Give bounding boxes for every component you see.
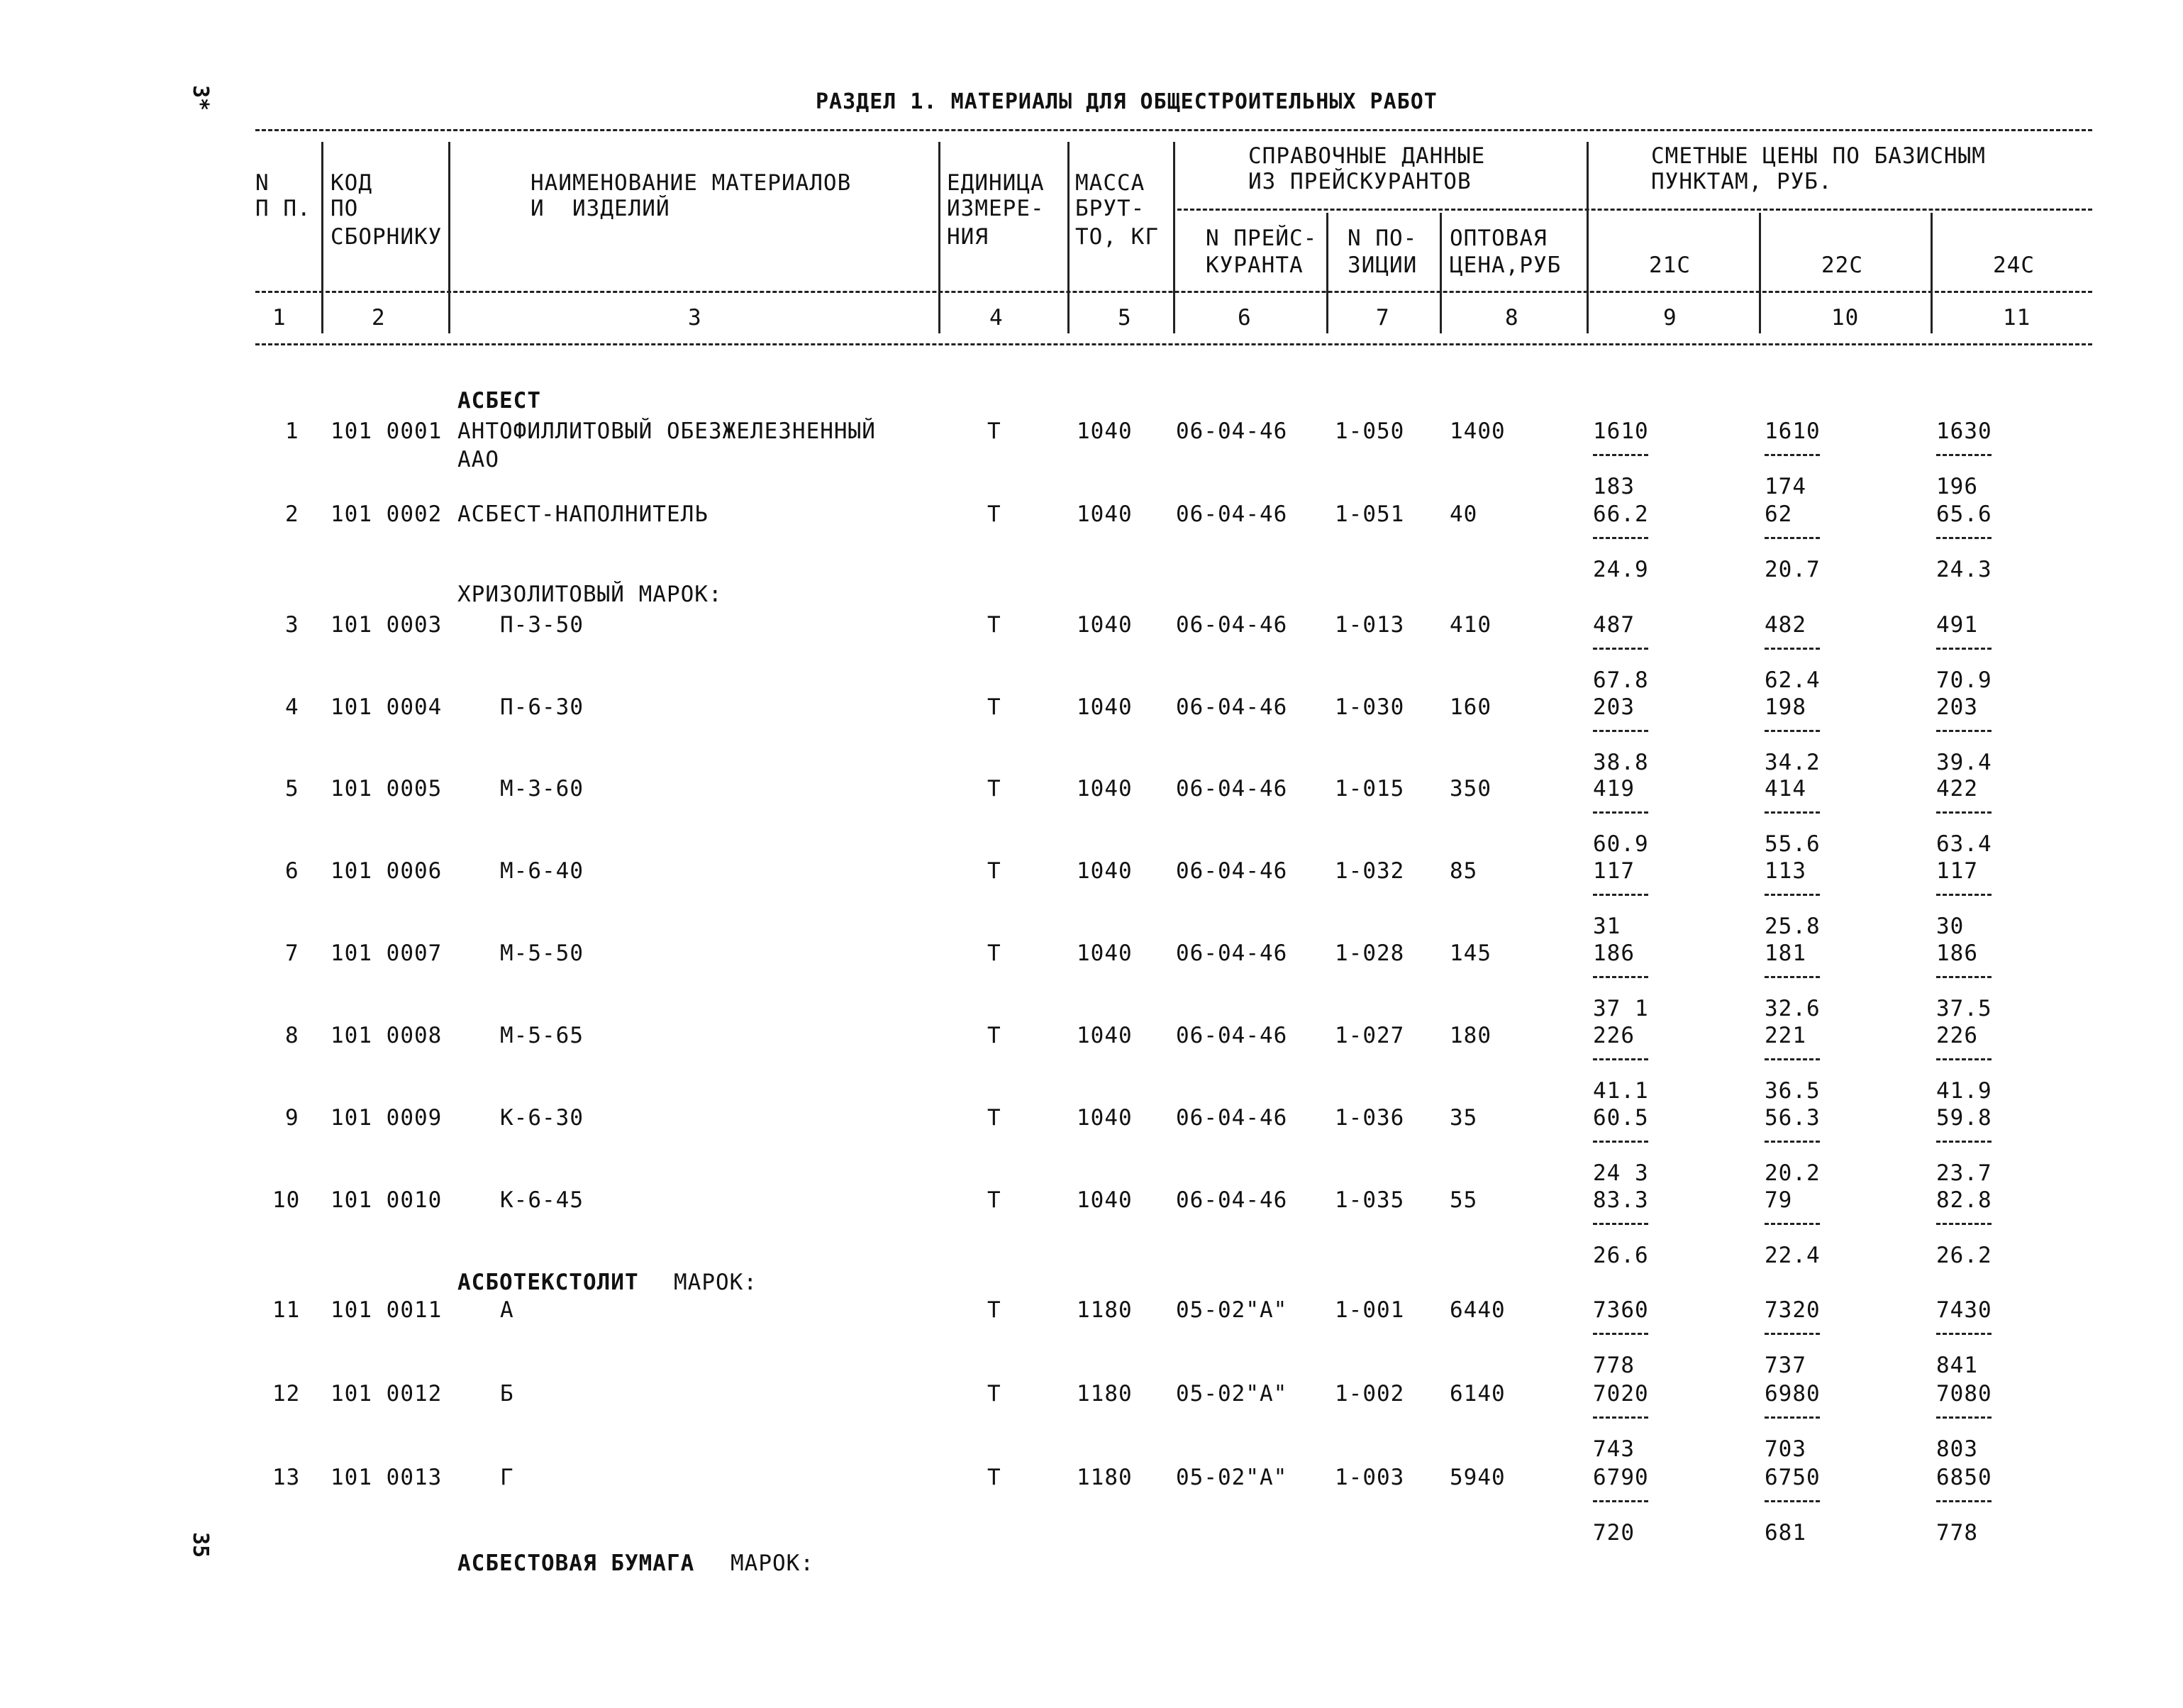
row-unit: Т [987,1105,1001,1131]
col-sep-9 [1759,213,1761,333]
row-price-22c-fraction-line [1765,537,1820,539]
row-price-24c-secondary: 41.9 [1936,1078,1992,1104]
col-sep-1 [321,142,323,333]
row-position: 1-036 [1335,1105,1405,1131]
row-number: 5 [285,776,299,802]
row-price-24c-value: 422 [1936,776,1978,802]
row-price-24c-secondary: 26.2 [1936,1243,1992,1268]
header-group-rule [1177,209,2092,211]
row-price-21c-secondary: 31 [1593,914,1621,939]
row-price-22c-fraction-line [1765,648,1820,650]
row-wholesale-price: 85 [1450,858,1478,884]
row-price-21c-value: 6790 [1593,1465,1649,1490]
row-mass: 1040 [1077,418,1133,444]
row-price-22c-value: 7320 [1765,1297,1821,1323]
row-mass: 1040 [1077,941,1133,966]
row-unit: Т [987,1297,1001,1323]
row-wholesale-price: 1400 [1450,418,1506,444]
row-price-21c-secondary: 24 3 [1593,1160,1649,1186]
row-pricelist-number: 06-04-46 [1176,941,1288,966]
row-price-24c-fraction-line [1936,1500,1992,1502]
hdr-c5-l1: МАССА [1075,170,1145,196]
group-paper-suffix: МАРОК: [731,1551,814,1576]
row-wholesale-price: 5940 [1450,1465,1506,1490]
row-wholesale-price: 6140 [1450,1381,1506,1407]
row-price-22c-fraction-line [1765,1416,1820,1419]
row-number: 13 [272,1465,301,1490]
row-name: АНТОФИЛЛИТОВЫЙ ОБЕЗЖЕЛЕЗНЕННЫЙ [457,418,876,444]
row-mass: 1180 [1077,1465,1133,1490]
row-price-24c-fraction-line [1936,1058,1992,1060]
header-top-rule [255,129,2092,131]
row-price-21c-fraction-line [1593,1058,1648,1060]
row-code: 101 0009 [330,1105,443,1131]
row-price-21c-secondary: 38.8 [1593,750,1649,775]
row-position: 1-013 [1335,612,1405,638]
row-name: М-6-40 [500,858,584,884]
row-pricelist-number: 05-02"А" [1176,1465,1288,1490]
row-code: 101 0010 [330,1187,443,1213]
row-price-21c-value: 7020 [1593,1381,1649,1407]
row-mass: 1040 [1077,1105,1133,1131]
row-price-22c-fraction-line [1765,730,1820,732]
row-position: 1-003 [1335,1465,1405,1490]
col-number-7: 7 [1376,305,1390,331]
row-price-22c-value: 6750 [1765,1465,1821,1490]
hdr-c5-l3: ТО, КГ [1075,224,1159,250]
row-price-24c-fraction-line [1936,730,1992,732]
row-price-22c-value: 62 [1765,501,1793,527]
row-code: 101 0008 [330,1023,443,1048]
row-number: 3 [285,612,299,638]
row-number: 2 [285,501,299,527]
row-position: 1-032 [1335,858,1405,884]
row-code: 101 0003 [330,612,443,638]
row-price-24c-secondary: 24.3 [1936,557,1992,582]
row-price-24c-secondary: 778 [1936,1520,1978,1546]
row-price-21c-secondary: 41.1 [1593,1078,1649,1104]
row-price-21c-secondary: 60.9 [1593,831,1649,857]
row-wholesale-price: 55 [1450,1187,1478,1213]
row-code: 101 0005 [330,776,443,802]
row-price-21c-value: 186 [1593,941,1635,966]
col-sep-6 [1326,213,1328,333]
hdr-c3-l2: И ИЗДЕЛИЙ [531,196,670,221]
row-price-22c-value: 6980 [1765,1381,1821,1407]
row-price-24c-secondary: 196 [1936,474,1978,499]
row-price-21c-value: 60.5 [1593,1105,1649,1131]
row-name: П-6-30 [500,694,584,720]
col-number-10: 10 [1831,305,1860,331]
side-mark-page-number: 35 [188,1532,213,1558]
row-price-22c-value: 414 [1765,776,1806,802]
row-price-24c-secondary: 37.5 [1936,996,1992,1021]
row-price-22c-value: 221 [1765,1023,1806,1048]
row-price-22c-fraction-line [1765,454,1820,456]
col-sep-3 [938,142,940,333]
col-number-5: 5 [1118,305,1132,331]
row-wholesale-price: 350 [1450,776,1492,802]
row-price-24c-value: 59.8 [1936,1105,1992,1131]
row-number: 10 [272,1187,301,1213]
hdr-c7-l2: ЗИЦИИ [1348,253,1418,278]
hdr-c6-l2: КУРАНТА [1206,253,1304,278]
row-number: 1 [285,418,299,444]
row-price-21c-fraction-line [1593,1500,1648,1502]
row-price-24c-value: 7430 [1936,1297,1992,1323]
row-number: 9 [285,1105,299,1131]
row-price-21c-value: 203 [1593,694,1635,720]
row-position: 1-002 [1335,1381,1405,1407]
row-price-21c-value: 1610 [1593,418,1649,444]
row-price-24c-fraction-line [1936,976,1992,978]
group-chrysotile: ХРИЗОЛИТОВЫЙ МАРОК: [457,582,723,607]
col-number-4: 4 [989,305,1004,331]
row-pricelist-number: 06-04-46 [1176,776,1288,802]
row-price-22c-secondary: 32.6 [1765,996,1821,1021]
row-position: 1-027 [1335,1023,1405,1048]
hdr-c3-l1: НАИМЕНОВАНИЕ МАТЕРИАЛОВ [531,170,852,196]
row-wholesale-price: 180 [1450,1023,1492,1048]
col-number-9: 9 [1663,305,1677,331]
row-price-22c-value: 482 [1765,612,1806,638]
row-number: 8 [285,1023,299,1048]
row-price-21c-value: 66.2 [1593,501,1649,527]
section-title: РАЗДЕЛ 1. МАТЕРИАЛЫ ДЛЯ ОБЩЕСТРОИТЕЛЬНЫХ РАБОТ [816,89,1438,114]
row-code: 101 0011 [330,1297,443,1323]
row-unit: Т [987,501,1001,527]
col-number-11: 11 [2003,305,2031,331]
row-price-21c-secondary: 183 [1593,474,1635,499]
row-code: 101 0002 [330,501,443,527]
row-price-24c-secondary: 30 [1936,914,1965,939]
row-unit: Т [987,612,1001,638]
row-wholesale-price: 160 [1450,694,1492,720]
row-price-22c-fraction-line [1765,976,1820,978]
row-position: 1-030 [1335,694,1405,720]
row-price-21c-fraction-line [1593,1141,1648,1143]
row-price-21c-secondary: 720 [1593,1520,1635,1546]
row-price-24c-secondary: 39.4 [1936,750,1992,775]
hdr-group-ref-l1: СПРАВОЧНЫЕ ДАННЫЕ [1248,143,1486,169]
row-price-22c-secondary: 737 [1765,1353,1806,1378]
row-price-22c-secondary: 36.5 [1765,1078,1821,1104]
row-price-21c-value: 117 [1593,858,1635,884]
row-price-22c-fraction-line [1765,1500,1820,1502]
row-price-21c-fraction-line [1593,1333,1648,1335]
row-price-24c-value: 82.8 [1936,1187,1992,1213]
row-price-21c-fraction-line [1593,1416,1648,1419]
hdr-c1-l1: N [255,170,270,196]
row-price-22c-fraction-line [1765,1333,1820,1335]
group-asbotextolit: АСБОТЕКСТОЛИТ [457,1270,639,1295]
col-sep-5 [1173,142,1175,333]
row-name: Г [500,1465,514,1490]
col-number-2: 2 [372,305,386,331]
row-price-22c-value: 79 [1765,1187,1793,1213]
row-price-24c-value: 491 [1936,612,1978,638]
row-pricelist-number: 06-04-46 [1176,501,1288,527]
row-position: 1-015 [1335,776,1405,802]
row-price-22c-fraction-line [1765,1223,1820,1225]
row-mass: 1040 [1077,776,1133,802]
row-number: 11 [272,1297,301,1323]
row-mass: 1040 [1077,1187,1133,1213]
row-code: 101 0012 [330,1381,443,1407]
row-price-21c-value: 487 [1593,612,1635,638]
row-mass: 1180 [1077,1381,1133,1407]
row-position: 1-001 [1335,1297,1405,1323]
row-price-22c-secondary: 34.2 [1765,750,1821,775]
col-sep-8 [1587,142,1589,333]
row-price-22c-secondary: 681 [1765,1520,1806,1546]
row-pricelist-number: 05-02"А" [1176,1381,1288,1407]
hdr-c4-l1: ЕДИНИЦА [947,170,1045,196]
row-position: 1-051 [1335,501,1405,527]
col-number-8: 8 [1505,305,1519,331]
hdr-c5-l2: БРУТ- [1075,196,1145,221]
row-price-21c-secondary: 67.8 [1593,667,1649,693]
row-unit: Т [987,1023,1001,1048]
row-price-21c-secondary: 778 [1593,1353,1635,1378]
row-wholesale-price: 145 [1450,941,1492,966]
row-price-22c-value: 181 [1765,941,1806,966]
hdr-c8-l1: ОПТОВАЯ [1450,226,1548,251]
row-price-24c-fraction-line [1936,648,1992,650]
row-price-22c-secondary: 20.2 [1765,1160,1821,1186]
row-mass: 1040 [1077,612,1133,638]
row-price-21c-fraction-line [1593,730,1648,732]
hdr-c7-l1: N ПО- [1348,226,1418,251]
row-price-22c-value: 113 [1765,858,1806,884]
hdr-c1-l2: П П. [255,196,311,221]
row-pricelist-number: 06-04-46 [1176,858,1288,884]
row-name: М-5-65 [500,1023,584,1048]
row-price-24c-fraction-line [1936,537,1992,539]
header-bottom-rule [255,343,2092,345]
row-price-22c-fraction-line [1765,811,1820,814]
hdr-c2-l2: ПО [330,196,359,221]
row-price-24c-secondary: 841 [1936,1353,1978,1378]
row-price-24c-secondary: 70.9 [1936,667,1992,693]
row-price-24c-fraction-line [1936,1416,1992,1419]
row-position: 1-035 [1335,1187,1405,1213]
row-price-21c-fraction-line [1593,648,1648,650]
hdr-group-price-l2: ПУНКТАМ, РУБ. [1651,169,1833,194]
row-pricelist-number: 05-02"А" [1176,1297,1288,1323]
row-mass: 1040 [1077,501,1133,527]
col-number-1: 1 [272,305,287,331]
row-position: 1-028 [1335,941,1405,966]
row-price-22c-value: 1610 [1765,418,1821,444]
row-price-24c-fraction-line [1936,811,1992,814]
row-price-22c-secondary: 62.4 [1765,667,1821,693]
row-number: 12 [272,1381,301,1407]
col-sep-4 [1067,142,1070,333]
row-name: ААО [457,447,499,472]
row-number: 4 [285,694,299,720]
row-name: К-6-30 [500,1105,584,1131]
row-price-21c-secondary: 26.6 [1593,1243,1649,1268]
row-pricelist-number: 06-04-46 [1176,694,1288,720]
row-price-21c-fraction-line [1593,811,1648,814]
row-unit: Т [987,694,1001,720]
row-wholesale-price: 6440 [1450,1297,1506,1323]
hdr-c2-l3: СБОРНИКУ [330,224,443,250]
row-mass: 1180 [1077,1297,1133,1323]
row-unit: Т [987,418,1001,444]
hdr-c9: 21С [1649,253,1691,278]
row-price-22c-secondary: 703 [1765,1436,1806,1462]
row-price-24c-fraction-line [1936,1223,1992,1225]
row-mass: 1040 [1077,694,1133,720]
row-price-24c-fraction-line [1936,894,1992,896]
row-price-24c-value: 186 [1936,941,1978,966]
row-price-22c-fraction-line [1765,1141,1820,1143]
row-unit: Т [987,858,1001,884]
col-sep-10 [1931,213,1933,333]
row-name: П-3-50 [500,612,584,638]
row-number: 7 [285,941,299,966]
group-asbest: АСБЕСТ [457,388,541,414]
row-price-24c-value: 117 [1936,858,1978,884]
hdr-c2-l1: КОД [330,170,372,196]
hdr-group-ref-l2: ИЗ ПРЕЙСКУРАНТОВ [1248,169,1472,194]
row-price-24c-secondary: 23.7 [1936,1160,1992,1186]
row-wholesale-price: 40 [1450,501,1478,527]
hdr-c8-l2: ЦЕНА,РУБ [1450,253,1562,278]
row-name: А [500,1297,514,1323]
row-price-24c-fraction-line [1936,1141,1992,1143]
col-sep-2 [448,142,450,333]
row-price-21c-secondary: 37 1 [1593,996,1649,1021]
col-sep-7 [1440,213,1442,333]
row-wholesale-price: 35 [1450,1105,1478,1131]
row-price-21c-fraction-line [1593,976,1648,978]
row-unit: Т [987,1187,1001,1213]
hdr-c4-l2: ИЗМЕРЕ- [947,196,1045,221]
row-price-24c-fraction-line [1936,1333,1992,1335]
hdr-c4-l3: НИЯ [947,224,989,250]
row-price-21c-value: 226 [1593,1023,1635,1048]
row-unit: Т [987,1465,1001,1490]
row-price-21c-fraction-line [1593,454,1648,456]
row-price-24c-fraction-line [1936,454,1992,456]
row-pricelist-number: 06-04-46 [1176,1105,1288,1131]
row-name: АСБЕСТ-НАПОЛНИТЕЛЬ [457,501,709,527]
row-price-21c-value: 83.3 [1593,1187,1649,1213]
row-price-22c-fraction-line [1765,1058,1820,1060]
row-name: К-6-45 [500,1187,584,1213]
row-code: 101 0004 [330,694,443,720]
row-name: М-5-50 [500,941,584,966]
group-paper: АСБЕСТОВАЯ БУМАГА [457,1551,695,1576]
row-price-22c-value: 56.3 [1765,1105,1821,1131]
row-pricelist-number: 06-04-46 [1176,1023,1288,1048]
row-mass: 1040 [1077,1023,1133,1048]
row-name: М-3-60 [500,776,584,802]
row-price-21c-fraction-line [1593,894,1648,896]
hdr-c6-l1: N ПРЕЙС- [1206,226,1318,251]
hdr-group-price-l1: СМЕТНЫЕ ЦЕНЫ ПО БАЗИСНЫМ [1651,143,1986,169]
row-price-24c-value: 65.6 [1936,501,1992,527]
row-price-24c-value: 226 [1936,1023,1978,1048]
row-price-24c-value: 7080 [1936,1381,1992,1407]
col-number-6: 6 [1238,305,1252,331]
row-pricelist-number: 06-04-46 [1176,1187,1288,1213]
row-price-24c-value: 203 [1936,694,1978,720]
row-name: Б [500,1381,514,1407]
row-price-24c-secondary: 803 [1936,1436,1978,1462]
row-price-21c-value: 7360 [1593,1297,1649,1323]
row-position: 1-050 [1335,418,1405,444]
row-price-24c-value: 1630 [1936,418,1992,444]
row-pricelist-number: 06-04-46 [1176,418,1288,444]
row-price-21c-fraction-line [1593,1223,1648,1225]
row-price-22c-secondary: 22.4 [1765,1243,1821,1268]
hdr-c11: 24С [1993,253,2035,278]
row-price-22c-secondary: 55.6 [1765,831,1821,857]
side-mark-top: 3* [188,85,213,111]
group-asbotextolit-suffix: МАРОК: [674,1270,757,1295]
row-price-24c-secondary: 63.4 [1936,831,1992,857]
row-unit: Т [987,776,1001,802]
row-number: 6 [285,858,299,884]
row-wholesale-price: 410 [1450,612,1492,638]
row-price-22c-fraction-line [1765,894,1820,896]
row-price-21c-secondary: 24.9 [1593,557,1649,582]
row-price-22c-secondary: 174 [1765,474,1806,499]
row-unit: Т [987,941,1001,966]
row-mass: 1040 [1077,858,1133,884]
row-unit: Т [987,1381,1001,1407]
row-code: 101 0006 [330,858,443,884]
row-price-22c-secondary: 20.7 [1765,557,1821,582]
row-code: 101 0007 [330,941,443,966]
row-price-21c-secondary: 743 [1593,1436,1635,1462]
row-code: 101 0001 [330,418,443,444]
col-number-3: 3 [688,305,702,331]
row-price-21c-fraction-line [1593,537,1648,539]
row-price-24c-value: 6850 [1936,1465,1992,1490]
hdr-c10: 22С [1821,253,1863,278]
row-price-22c-secondary: 25.8 [1765,914,1821,939]
row-price-21c-value: 419 [1593,776,1635,802]
row-code: 101 0013 [330,1465,443,1490]
row-pricelist-number: 06-04-46 [1176,612,1288,638]
row-price-22c-value: 198 [1765,694,1806,720]
